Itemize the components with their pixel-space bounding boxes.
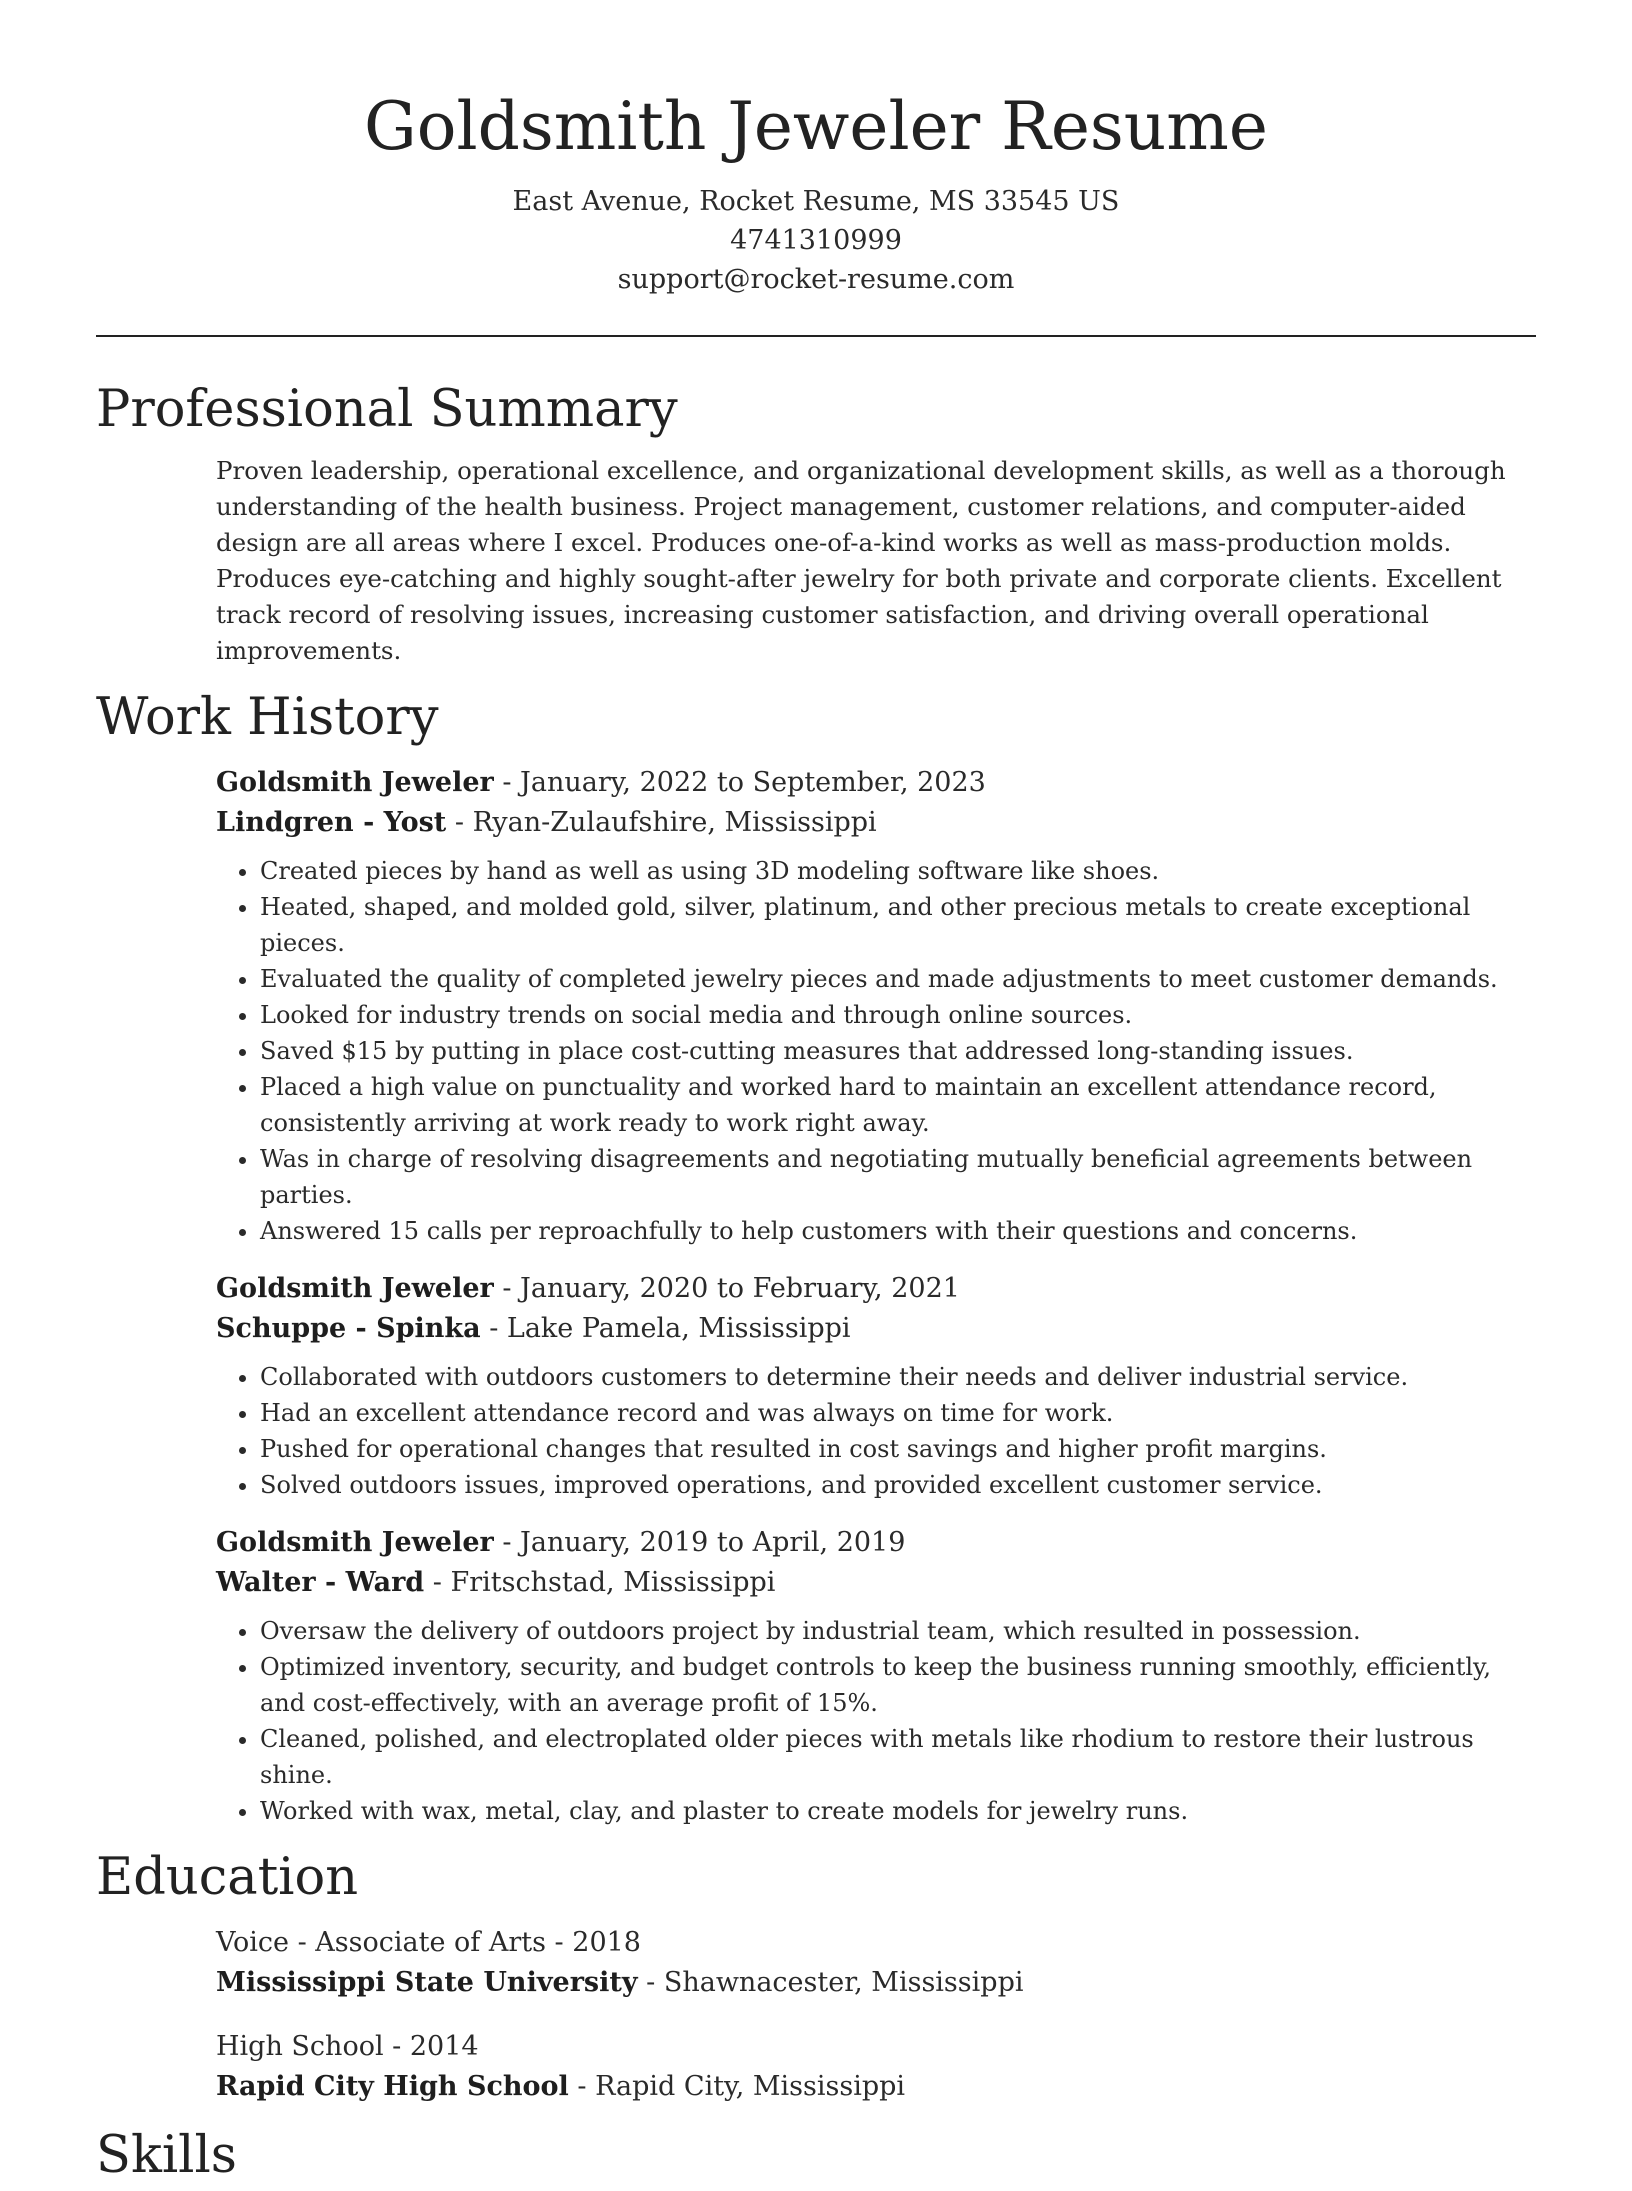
job-location: - Lake Pamela, Mississippi [480,1313,851,1344]
education-school-line [216,1963,1536,2003]
education-entry [216,2027,1536,2107]
job-heading [216,1269,1536,1309]
job-title: Goldsmith Jeweler [216,1273,494,1304]
section-title-education: Education [96,1848,359,1907]
job-entry [216,1523,1536,1829]
job-bullet: • Was in charge of resolving disagreements and negotiating mutually beneficial agreements between parties. [260,1141,1536,1213]
job-location: - Ryan-Zulaufshire, Mississippi [446,807,877,838]
resume-title: Goldsmith Jeweler Resume [364,88,1268,165]
job-bullets [216,853,1536,1249]
job-bullet: • Cleaned, polished, and electroplated older pieces with metals like rhodium to restore their lustrous shine. [260,1721,1536,1793]
job-bullet: • Placed a high value on punctuality and worked hard to maintain an excellent attendance record, consistently arriving at work ready to work right away. [260,1069,1536,1141]
job-bullet: • Collaborated with outdoors customers to determine their needs and deliver industrial service. [260,1359,1536,1395]
job-dates: - January, 2020 to February, 2021 [493,1273,960,1304]
job-location: - Fritschstad, Mississippi [424,1567,776,1598]
education-entry [216,1923,1536,2003]
section-title-skills: Skills [96,2126,237,2185]
header-divider [96,335,1536,337]
education-section [96,1923,1536,2107]
job-bullet: • Saved $15 by putting in place cost-cutting measures that addressed long-standing issues. [260,1033,1536,1069]
education-degree: Voice - Associate of Arts - 2018 [216,1927,641,1958]
education-degree: High School - 2014 [216,2031,479,2062]
job-employer: Schuppe - Spinka [216,1313,481,1344]
job-bullet: • Pushed for operational changes that resulted in cost savings and higher profit margins. [260,1431,1536,1467]
contact-phone: 4741310999 [730,225,902,256]
job-employer: Walter - Ward [216,1567,425,1598]
section-title-work-history: Work History [96,688,439,747]
job-bullet: • Oversaw the delivery of outdoors project by industrial team, which resulted in possession. [260,1613,1536,1649]
education-school: Mississippi State University [216,1967,638,1998]
job-entry [216,1269,1536,1503]
job-bullet: • Heated, shaped, and molded gold, silver, platinum, and other precious metals to create exceptional pieces. [260,889,1536,961]
job-heading [216,1523,1536,1563]
contact-address: East Avenue, Rocket Resume, MS 33545 US [512,186,1120,217]
job-bullet: • Solved outdoors issues, improved operations, and provided excellent customer service. [260,1467,1536,1503]
job-heading [216,763,1536,803]
job-bullets [216,1359,1536,1503]
job-employer-line [216,803,1536,843]
job-title: Goldsmith Jeweler [216,767,494,798]
job-bullet: • Evaluated the quality of completed jewelry pieces and made adjustments to meet customer demands. [260,961,1536,997]
work-history-section [96,763,1536,1829]
resume-page [96,0,1536,2191]
job-bullet: • Optimized inventory, security, and budget controls to keep the business running smoothly, efficiently, and cost-effectively, with an average profit of 15%. [260,1649,1536,1721]
education-school: Rapid City High School [216,2071,569,2102]
resume-header [96,0,1536,299]
job-dates: - January, 2022 to September, 2023 [493,767,986,798]
job-bullets [216,1613,1536,1829]
job-bullet: • Looked for industry trends on social media and through online sources. [260,997,1536,1033]
job-title: Goldsmith Jeweler [216,1527,494,1558]
job-employer: Lindgren - Yost [216,807,447,838]
job-bullet: • Created pieces by hand as well as using 3D modeling software like shoes. [260,853,1536,889]
education-school-line [216,2067,1536,2107]
job-dates: - January, 2019 to April, 2019 [493,1527,906,1558]
contact-email: support@rocket-resume.com [617,264,1015,295]
contact-block [96,182,1536,299]
summary-section [96,453,1536,669]
job-entry [216,763,1536,1249]
job-bullet: • Worked with wax, metal, clay, and plaster to create models for jewelry runs. [260,1793,1536,1829]
job-bullet: • Answered 15 calls per reproachfully to help customers with their questions and concerns. [260,1213,1536,1249]
job-employer-line [216,1309,1536,1349]
education-location: - Shawnacester, Mississippi [637,1967,1024,1998]
job-bullet: • Had an excellent attendance record and was always on time for work. [260,1395,1536,1431]
education-location: - Rapid City, Mississippi [568,2071,906,2102]
section-title-summary: Professional Summary [96,380,678,439]
job-employer-line [216,1563,1536,1603]
summary-text: Proven leadership, operational excellence, and organizational development skills, as well as a thorough understanding of the health business. Project management, customer relations, and computer-aided design are all areas where I excel. Produces one-of-a-kind works as well as mass-production molds. Produces eye-catching and highly sought-after jewelry for both private and corporate clients. Excellent track record of resolving issues, increasing customer satisfaction, and driving overall operational improvements. [216,456,1506,665]
